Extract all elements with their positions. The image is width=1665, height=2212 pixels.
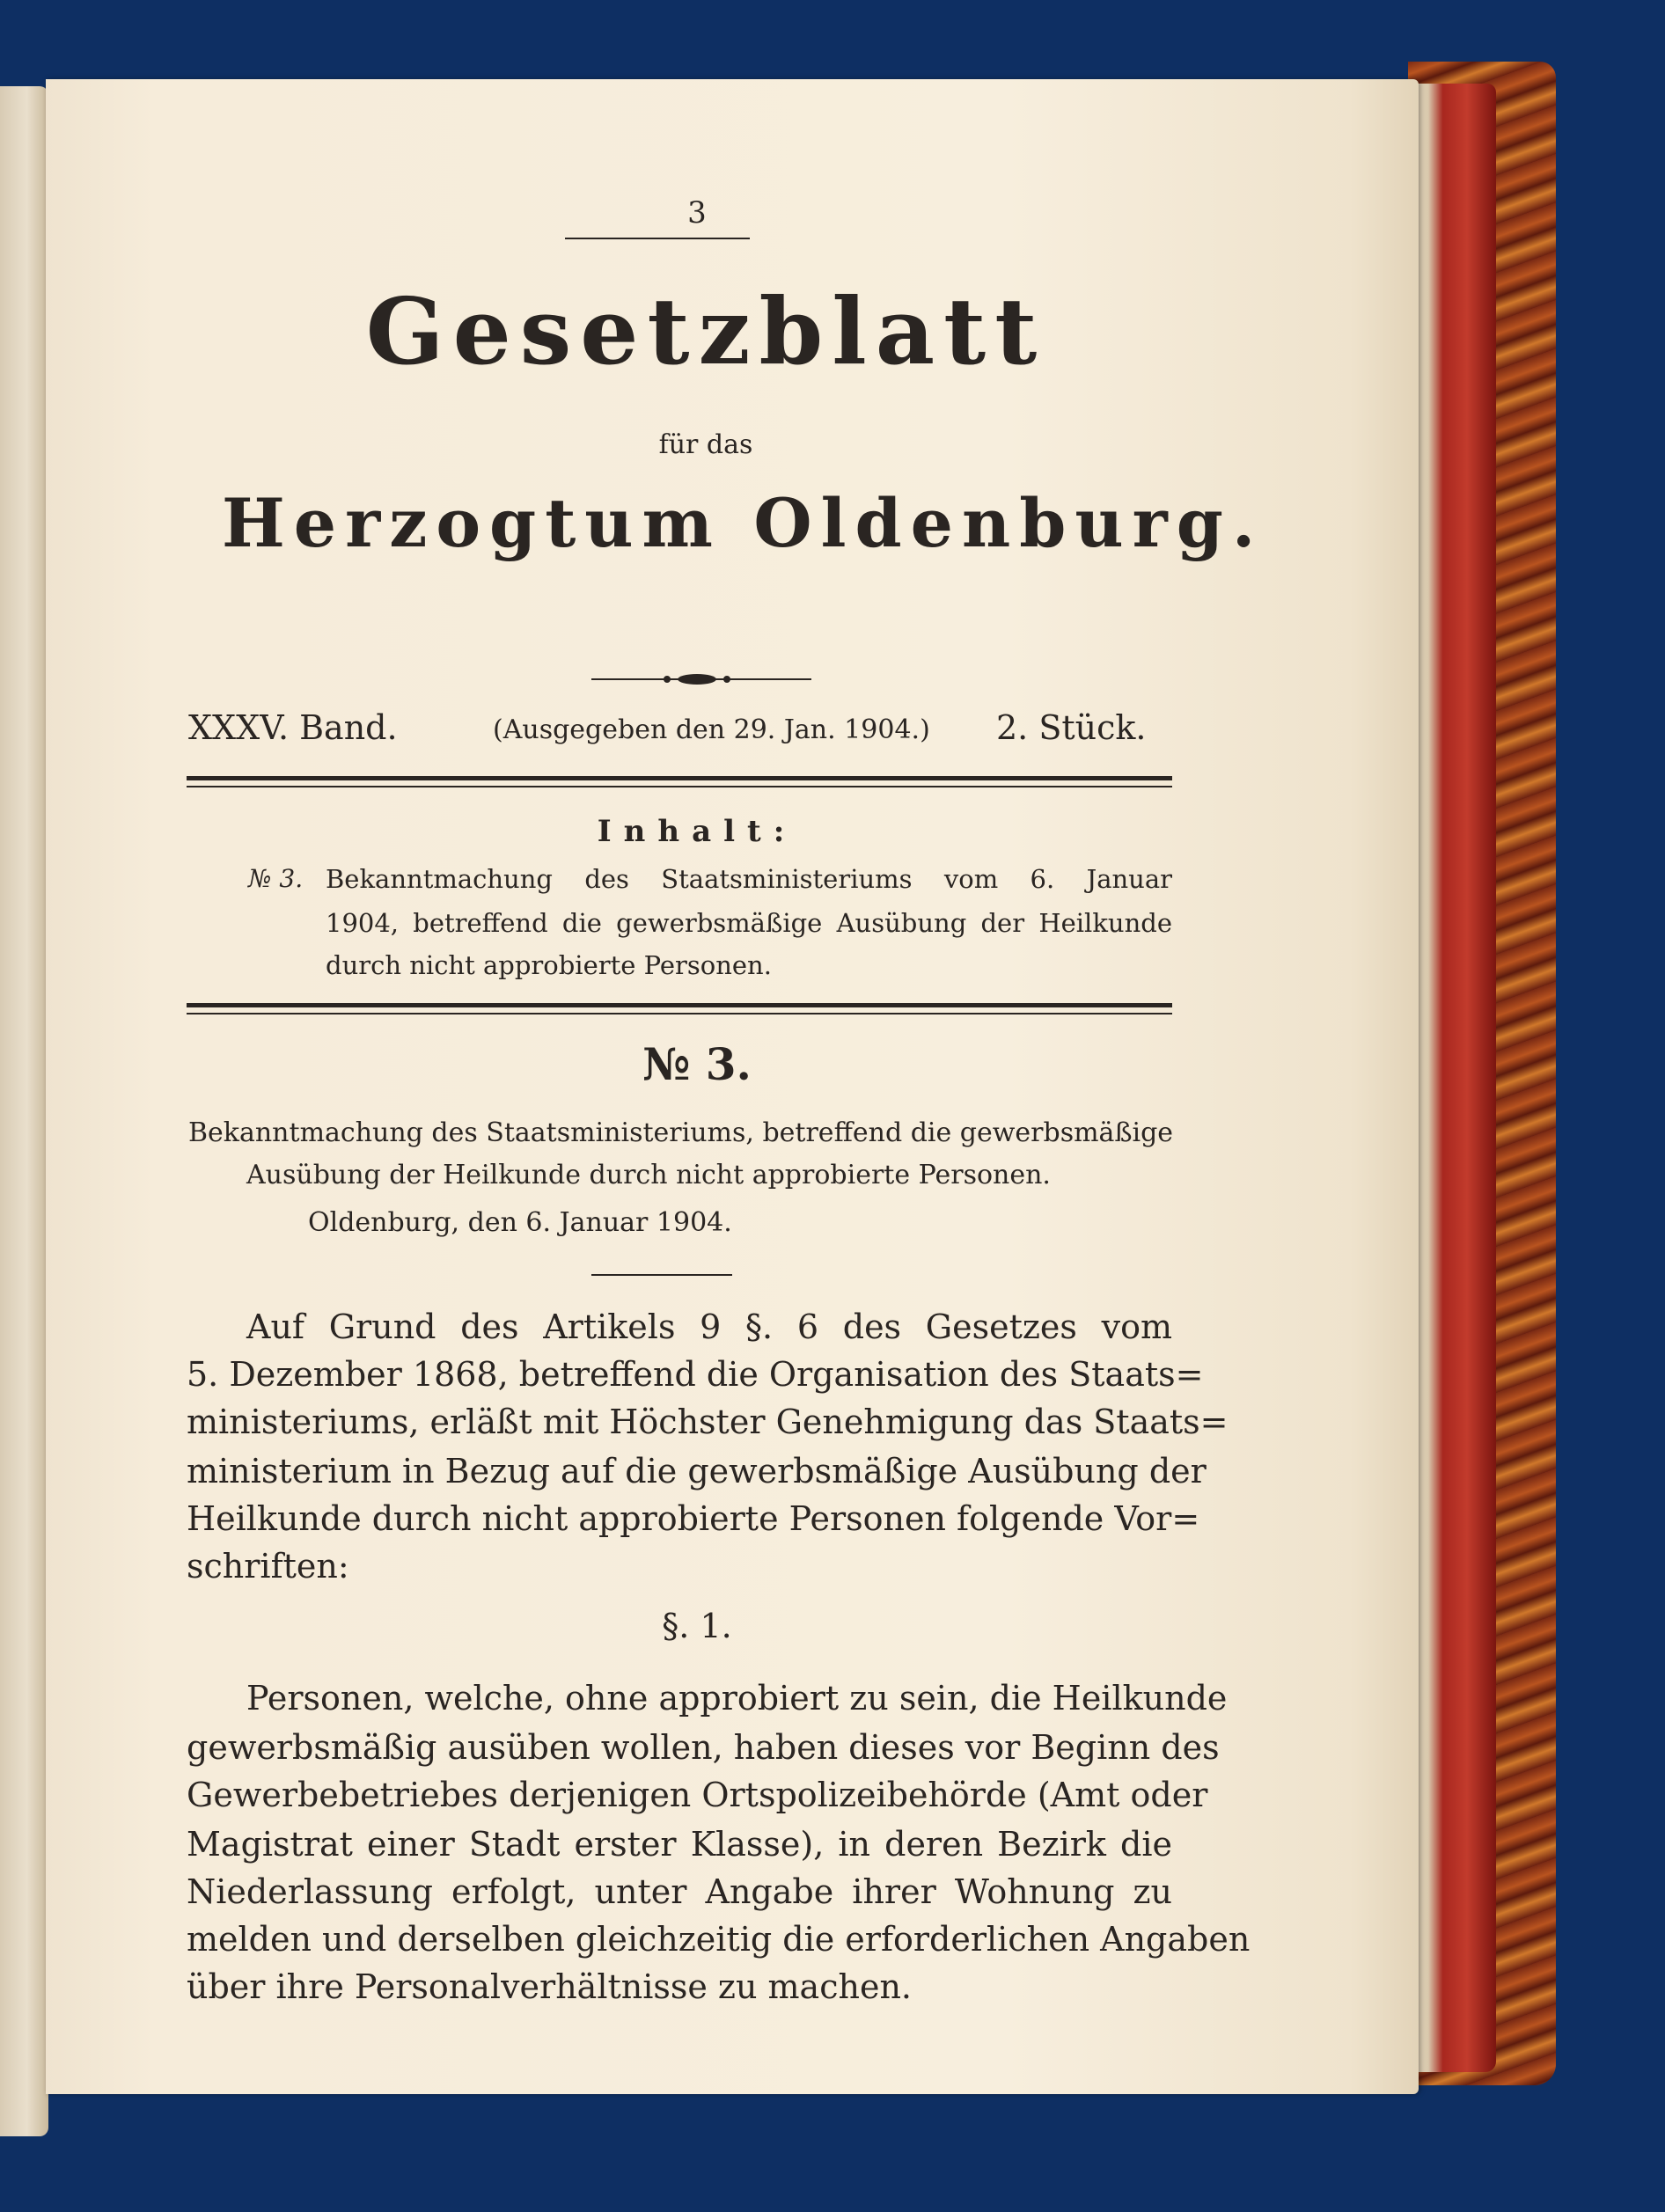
preamble-line: 5. Dezember 1868, betreffend die Organisation des Staats= xyxy=(187,1355,1204,1394)
section-line: Niederlassung erfolgt, unter Angabe ihrer Wohnung zu xyxy=(187,1872,1172,1911)
double-rule-bottom-b xyxy=(187,1013,1172,1014)
section-line: melden und derselben gleichzeitig die erforderlichen Angaben xyxy=(187,1920,1251,1959)
facing-page-edge xyxy=(0,86,48,2136)
issue-volume: XXXV. Band. xyxy=(188,708,398,747)
section-line: gewerbsmäßig ausüben wollen, haben dieses vor Beginn des xyxy=(187,1728,1220,1767)
document-page xyxy=(46,79,1419,2094)
double-rule-top-a xyxy=(187,776,1172,780)
contents-entry-line: durch nicht approbierte Personen. xyxy=(326,950,772,980)
page-number: 3 xyxy=(687,195,707,231)
issue-part: 2. Stück. xyxy=(996,708,1147,747)
section-line: über ihre Personalverhältnisse zu machen. xyxy=(187,1967,912,2006)
notice-title-line: Ausübung der Heilkunde durch nicht approbierte Personen. xyxy=(246,1160,1051,1190)
contents-entry-line: 1904, betreffend die gewerbsmäßige Ausübung der Heilkunde xyxy=(326,908,1172,938)
preamble-line: Auf Grund des Artikels 9 §. 6 des Gesetzes vom xyxy=(246,1307,1172,1346)
masthead-title: Gesetzblatt xyxy=(365,277,1046,385)
preamble-line: schriften: xyxy=(187,1547,349,1586)
section-heading: §. 1. xyxy=(662,1607,732,1645)
preamble-line: Heilkunde durch nicht approbierte Personen folgende Vor= xyxy=(187,1499,1200,1538)
contents-heading: Inhalt: xyxy=(597,814,797,849)
contents-entry-number: № 3. xyxy=(248,864,304,893)
ornament-divider xyxy=(591,670,811,688)
section-line: Magistrat einer Stadt erster Klasse), in deren Bezirk die xyxy=(187,1825,1172,1864)
masthead-for-line: für das xyxy=(658,429,753,460)
masthead-territory: Herzogtum Oldenburg. xyxy=(222,484,1265,562)
preamble-line: ministeriums, erläßt mit Höchster Genehmigung das Staats= xyxy=(187,1403,1229,1441)
double-rule-top-b xyxy=(187,786,1172,787)
section-line: Gewerbebetriebes derjenigen Ortspolizeibehörde (Amt oder xyxy=(187,1776,1208,1814)
section-line: Personen, welche, ohne approbiert zu sein, die Heilkunde xyxy=(246,1679,1228,1718)
short-divider xyxy=(591,1274,732,1276)
notice-title-line: Bekanntmachung des Staatsministeriums, betreffend die gewerbsmäßige xyxy=(188,1117,1174,1148)
preamble-line: ministerium in Bezug auf die gewerbsmäßige Ausübung der xyxy=(187,1452,1207,1491)
notice-number: № 3. xyxy=(642,1038,752,1090)
issue-date: (Ausgegeben den 29. Jan. 1904.) xyxy=(493,714,930,745)
notice-place-date: Oldenburg, den 6. Januar 1904. xyxy=(308,1207,732,1238)
double-rule-bottom-a xyxy=(187,1003,1172,1007)
contents-entry-line: Bekanntmachung des Staatsministeriums vom 6. Januar xyxy=(326,864,1172,894)
page-number-rule xyxy=(565,238,750,239)
